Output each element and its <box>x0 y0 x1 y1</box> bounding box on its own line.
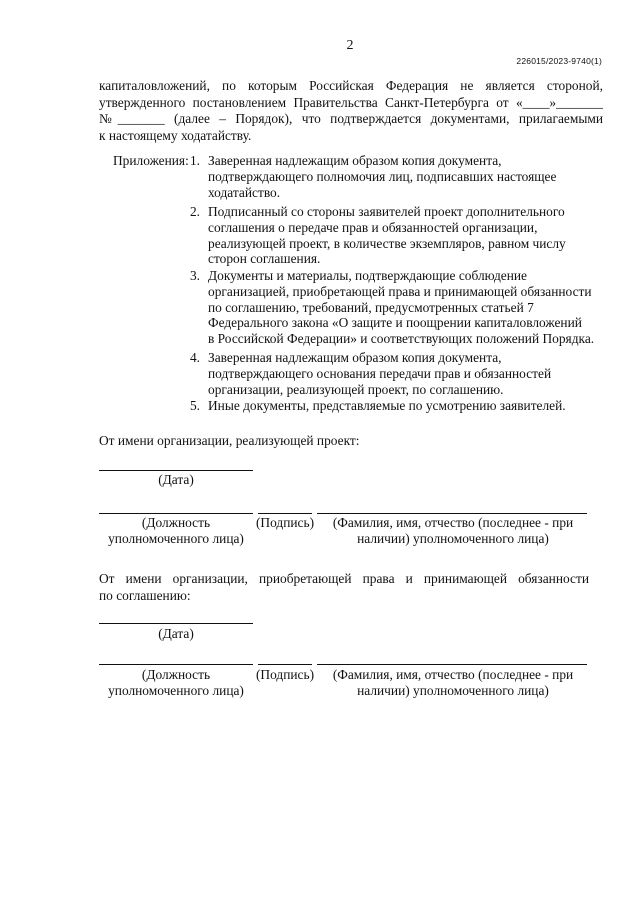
attachment-item <box>180 204 620 268</box>
date-caption: (Дата) <box>158 472 194 487</box>
position-line <box>99 664 253 665</box>
signature-line <box>258 664 312 665</box>
attachment-item <box>180 398 620 414</box>
attachment-line: организацией, приобретающей права и принимающей обязанности <box>208 283 592 299</box>
attachment-number: 3. <box>189 268 200 283</box>
document-id: 226015/2023-9740(1) <box>516 56 602 66</box>
name-caption: (Фамилия, имя, отчество (последнее - при наличии) уполномоченного лица) <box>332 667 574 698</box>
intro-paragraph <box>99 78 603 144</box>
attachment-line: Заверенная надлежащим образом копия документа, <box>208 153 502 168</box>
name-caption: (Фамилия, имя, отчество (последнее - при наличии) уполномоченного лица) <box>332 515 574 546</box>
attachment-number: 4. <box>189 350 200 365</box>
position-caption: (Должность уполномоченного лица) <box>108 515 244 546</box>
intro-line: №_______ (далее – Порядок), что подтверждается документами, прилагаемыми <box>99 111 603 126</box>
attachment-line: в Российской Федерации» и соответствующих положений Порядка. <box>208 331 595 347</box>
attachment-line: сторон соглашения. <box>208 251 321 267</box>
attachment-line: Иные документы, представляемые по усмотрению заявителей. <box>208 398 566 413</box>
signature-caption: (Подпись) <box>255 515 315 530</box>
attachment-item <box>180 153 620 201</box>
attachment-number: 2. <box>189 204 200 219</box>
signature-block-2-heading: От имени организации, приобретающей права и принимающей обязанности по соглашению: <box>99 571 589 603</box>
attachment-line: реализующей проект, в количестве экземпляров, равном числу <box>208 235 566 251</box>
attachment-line: Подписанный со стороны заявителей проект дополнительного <box>208 204 565 219</box>
attachment-item <box>180 350 620 398</box>
date-caption: (Дата) <box>158 626 194 641</box>
attachment-number: 5. <box>189 398 200 413</box>
intro-line: к настоящему ходатайству. <box>99 127 252 143</box>
date-line <box>99 470 253 471</box>
attachment-line: подтверждающего основания передачи прав и обязанностей <box>208 365 552 381</box>
attachment-number: 1. <box>189 153 200 168</box>
attachment-line: подтверждающего полномочия лиц, подписавших настоящее <box>208 168 557 184</box>
attachment-line: Федерального закона «О защите и поощрении капиталовложений <box>208 315 582 331</box>
attachment-line: ходатайство. <box>208 184 281 200</box>
attachment-line: соглашения о передаче прав и обязанностей организации, <box>208 219 538 235</box>
attachment-line: Документы и материалы, подтверждающие соблюдение <box>208 268 527 283</box>
attachment-line: по соглашению, требований, предусмотренных статьей 7 <box>208 299 534 315</box>
attachment-item <box>180 268 620 348</box>
attachment-line: организации, реализующей проект, по соглашению. <box>208 381 504 397</box>
attachment-line: Заверенная надлежащим образом копия документа, <box>208 350 502 365</box>
signature-block-1-heading: От имени организации, реализующей проект: <box>99 433 360 448</box>
page-number: 2 <box>346 38 354 53</box>
name-line <box>317 513 587 514</box>
date-line <box>99 623 253 624</box>
intro-line: капиталовложений, по которым Российская Федерация не является стороной, <box>99 78 603 93</box>
attachments-heading: Приложения: <box>113 153 189 168</box>
position-line <box>99 513 253 514</box>
signature-line <box>258 513 312 514</box>
signature-caption: (Подпись) <box>255 667 315 682</box>
intro-line: утвержденного постановлением Правительства Санкт-Петербурга от «____»_______ <box>99 94 603 110</box>
name-line <box>317 664 587 665</box>
position-caption: (Должность уполномоченного лица) <box>108 667 244 698</box>
